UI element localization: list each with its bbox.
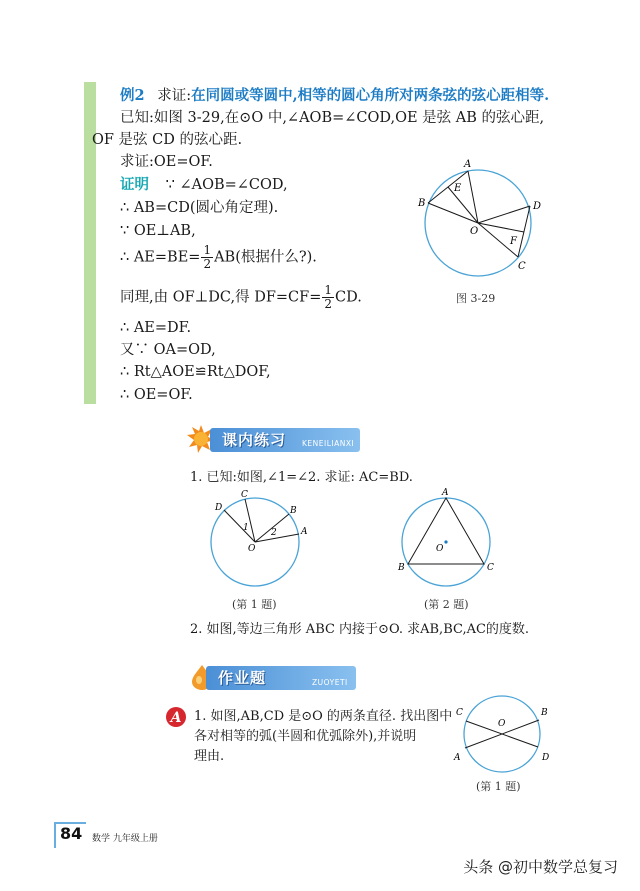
proof-step-1: ∵ ∠AOB=∠COD, — [165, 177, 288, 193]
practice-title: 课内练习 — [222, 431, 287, 449]
footer-subject: 数学 九年级上册 — [92, 834, 158, 844]
to-prove-line: 求证:OE=OF. — [120, 154, 213, 170]
fraction-half-2: $\frac{1}{2}$ — [324, 283, 333, 311]
page-number: 84 — [60, 824, 83, 843]
prove-prefix: 求证: — [157, 88, 192, 104]
proof-step-7: 又∵ OA=OD, — [120, 342, 216, 358]
homework-subtitle: ZUOYETI — [312, 678, 348, 687]
fig329-label-c: C — [518, 261, 526, 272]
proof-step-5-line — [120, 284, 362, 311]
pq2-label-b: B — [398, 563, 405, 573]
pq1-label-b: B — [290, 506, 297, 516]
pq1-label-o: O — [248, 544, 256, 554]
practice-q1-caption: (第 1 题) — [232, 598, 277, 611]
homework-q1-line-3: 理由. — [194, 749, 225, 764]
hw1-label-d: D — [542, 753, 550, 763]
pq2-label-a: A — [442, 488, 449, 498]
example-statement: 在同圆或等圆中,相等的圆心角所对两条弦的弦心距相等. — [191, 87, 550, 104]
fraction-half: $\frac{1}{2}$ — [203, 243, 212, 271]
proof-step-1-line — [120, 175, 288, 195]
fig329-label-b: B — [418, 198, 426, 209]
homework-title: 作业题 — [218, 669, 267, 687]
proof-step-8: ∴ Rt△AOE≌Rt△DOF, — [120, 364, 271, 380]
fig329-label-e: E — [454, 183, 462, 194]
homework-q1-caption: (第 1 题) — [476, 780, 521, 793]
practice-q2-figure — [396, 488, 501, 588]
proof-step-6: ∴ AE=DF. — [120, 320, 192, 336]
pq2-label-o: O — [436, 544, 444, 554]
hw1-label-b: B — [541, 708, 548, 718]
pq1-angle-2: 2 — [271, 528, 277, 538]
fig329-label-o: O — [470, 226, 479, 237]
homework-q1-line-1: 1. 如图,AB,CD 是⊙O 的两条直径. 找出图中 — [194, 709, 453, 724]
proof-step-3: ∵ OE⊥AB, — [120, 223, 196, 239]
example-heading — [120, 86, 549, 106]
hw1-label-o: O — [498, 719, 506, 729]
pq1-label-d: D — [215, 503, 223, 513]
proof-step-4-line — [120, 244, 317, 271]
proof-step-4-post: AB(根据什么?). — [214, 249, 317, 266]
proof-step-5-pre: 同理,由 OF⊥DC,得 DF=CF= — [120, 289, 322, 306]
proof-step-5-post: CD. — [335, 289, 362, 306]
fig329-label-d: D — [533, 201, 542, 212]
practice-q2: 2. 如图,等边三角形 ABC 内接于⊙O. 求AB,BC,AC的度数. — [190, 622, 530, 637]
figure-3-29-caption: 图 3-29 — [456, 292, 496, 305]
practice-q2-caption: (第 2 题) — [424, 598, 469, 611]
pq1-label-c: C — [241, 490, 248, 500]
svg-text:A: A — [170, 710, 182, 726]
homework-q1-figure — [450, 690, 555, 780]
fig329-label-a: A — [464, 159, 472, 170]
proof-label: 证明 — [120, 176, 149, 193]
given-line-1: 已知:如图 3-29,在⊙O 中,∠AOB=∠COD,OE 是弦 AB 的弦心距, — [120, 110, 545, 126]
watermark: 头条 @初中数学总复习 — [463, 858, 618, 876]
pq2-label-c: C — [487, 563, 494, 573]
proof-step-9: ∴ OE=OF. — [120, 387, 193, 403]
proof-step-4-pre: ∴ AE=BE= — [120, 249, 201, 266]
pq1-label-a: A — [301, 527, 308, 537]
practice-q1: 1. 已知:如图,∠1=∠2. 求证: AC=BD. — [190, 470, 413, 485]
hw1-label-a: A — [454, 753, 461, 763]
practice-subtitle: KENEILIANXI — [302, 439, 355, 448]
homework-q1-line-2: 各对相等的弧(半圆和优弧除外),并说明 — [194, 729, 417, 744]
fig329-label-f: F — [510, 236, 517, 247]
given-line-2: OF 是弦 CD 的弦心距. — [92, 132, 243, 148]
figure-3-29 — [412, 156, 562, 291]
pq1-angle-1: 1 — [243, 523, 249, 533]
level-a-badge — [165, 706, 187, 728]
practice-q1-figure — [205, 488, 315, 588]
hw1-label-c: C — [456, 708, 463, 718]
proof-step-2: ∴ AB=CD(圆心角定理). — [120, 200, 279, 216]
example-label: 例2 — [120, 87, 145, 104]
